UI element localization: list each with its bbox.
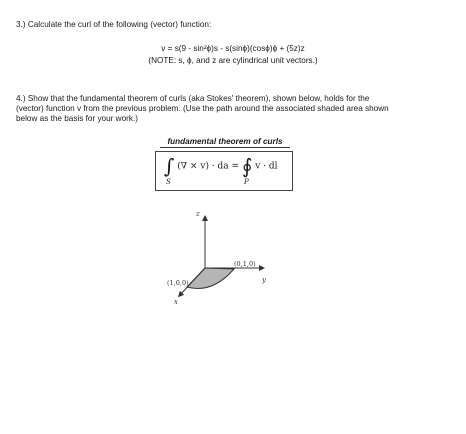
problem-4-line-3: below as the basis for your work.) <box>16 114 138 123</box>
problem-3-note: (NOTE: s, ϕ, and z are cylindrical unit vectors.) <box>148 56 318 65</box>
problem-4-line-1: 4.) Show that the fundamental theorem of curls (aka Stokes' theorem), shown below, holds for the <box>16 94 370 103</box>
left-integrand: (∇ × v) · da = <box>177 161 240 172</box>
y-axis-label: y <box>262 276 266 284</box>
x-axis-label: x <box>174 298 178 306</box>
theorem-title: fundamental theorem of curls <box>167 137 283 146</box>
path-subscript: P <box>244 178 249 186</box>
surface-integral-sign: ∫ <box>164 154 175 178</box>
surface-subscript: S <box>166 178 171 186</box>
problem-3-title: 3.) Calculate the curl of the following (vector) function: <box>16 20 212 29</box>
right-integrand: v · dl <box>255 161 278 172</box>
problem-4-line-2: (vector) function v from the previous problem. (Use the path around the associated shaded area shown <box>16 104 389 113</box>
point-label-b: (0,1,0) <box>234 260 256 268</box>
problem-3-equation: v = s(9 - sin²ϕ)s - s(sinϕ)(cosϕ)ϕ + (5z)z <box>161 44 305 53</box>
point-label-a: (1,0,0) <box>167 279 189 287</box>
contour-integral-sign: ∮ <box>241 154 253 178</box>
shaded-quarter-region <box>187 268 234 289</box>
z-axis-label: z <box>196 210 200 218</box>
